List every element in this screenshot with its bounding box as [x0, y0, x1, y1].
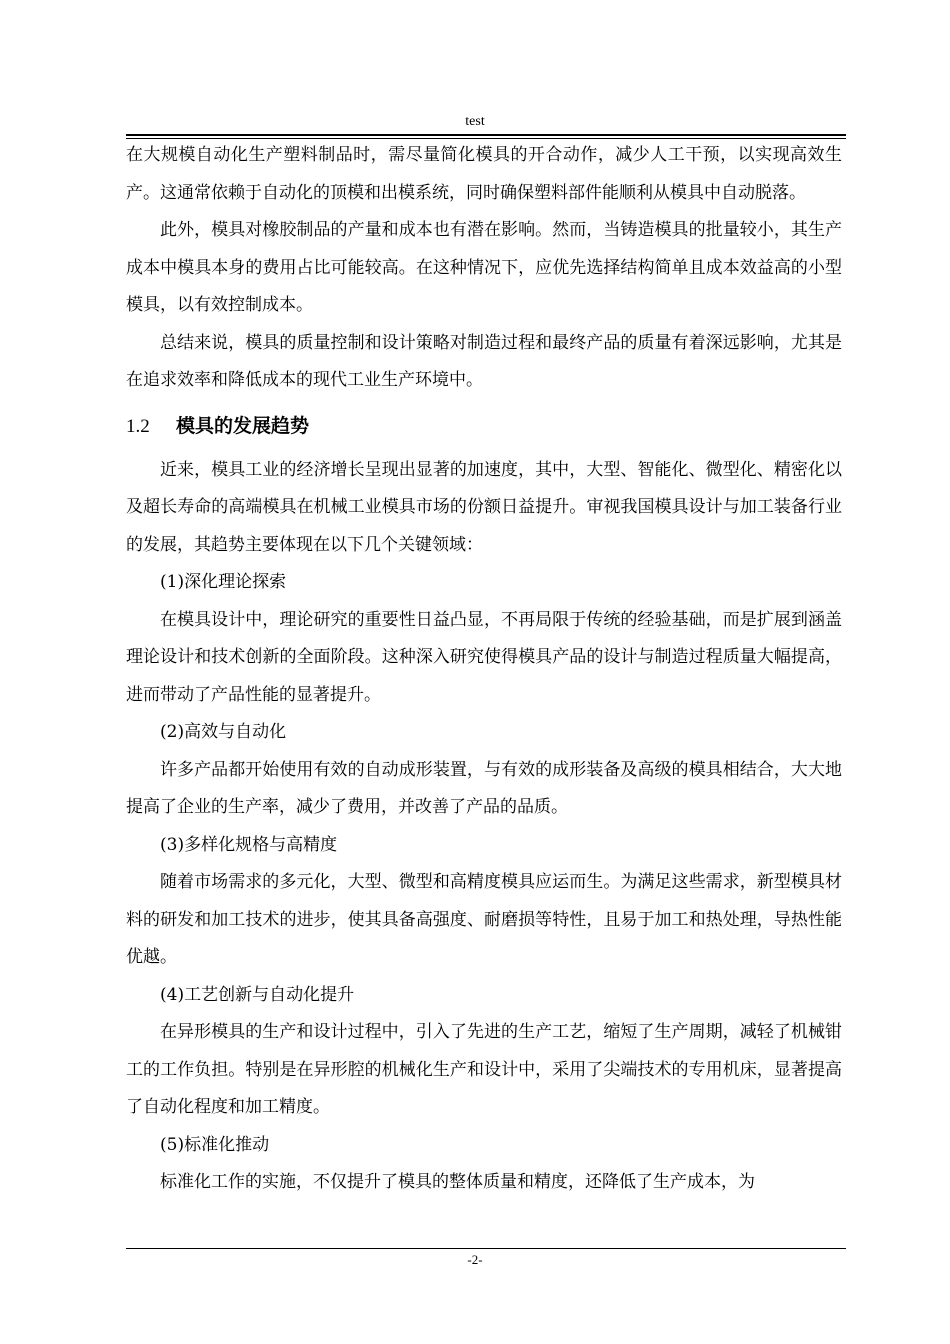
paragraph: 近来，模具工业的经济增长呈现出显著的加速度，其中，大型、智能化、微型化、精密化以及超长寿命的高端模具在机械工业模具市场的份额日益提升。审视我国模具设计与加工装备行业的发展，其趋势主要体现在以下几个关键领域： — [126, 459, 842, 555]
list-heading: (1)深化理论探索 — [160, 572, 287, 592]
paragraph: 总结来说，模具的质量控制和设计策略对制造过程和最终产品的质量有着深远影响，尤其是在追求效率和降低成本的现代工业生产环境中。 — [126, 332, 842, 390]
page-number: -2- — [467, 1252, 483, 1267]
list-heading: (4)工艺创新与自动化提升 — [160, 984, 355, 1005]
paragraph: 标准化工作的实施，不仅提升了模具的整体质量和精度，还降低了生产成本，为 — [160, 1172, 755, 1192]
list-heading: (2)高效与自动化 — [160, 722, 287, 742]
paragraph: 此外，模具对橡胶制品的产量和成本也有潜在影响。然而，当铸造模具的批量较小，其生产成本中模具本身的费用占比可能较高。在这种情况下，应优先选择结构简单且成本效益高的小型模具，以有效控制成本。 — [126, 220, 842, 315]
section-heading — [126, 406, 842, 447]
section-title: 模具的发展趋势 — [176, 414, 310, 437]
footer-rule — [126, 1248, 846, 1249]
page-header-title: test — [465, 114, 485, 129]
list-heading: (3)多样化规格与高精度 — [160, 834, 338, 855]
document-body — [126, 137, 842, 1202]
paragraph: 随着市场需求的多元化，大型、微型和高精度模具应运而生。为满足这些需求，新型模具材料的研发和加工技术的进步，使其具备高强度、耐磨损等特性，且易于加工和热处理，导热性能优越。 — [126, 872, 842, 967]
header-rule-thick — [126, 134, 846, 136]
paragraph: 在异形模具的生产和设计过程中，引入了先进的生产工艺，缩短了生产周期，减轻了机械钳工的工作负担。特别是在异形腔的机械化生产和设计中，采用了尖端技术的专用机床，显著提高了自动化程度和加工精度。 — [126, 1022, 842, 1117]
list-heading: (5)标准化推动 — [160, 1134, 270, 1155]
section-number: 1.2 — [126, 415, 150, 437]
paragraph-continuation: 在大规模自动化生产塑料制品时，需尽量简化模具的开合动作，减少人工干预，以实现高效生产。这通常依赖于自动化的顶模和出模系统，同时确保塑料部件能顺利从模具中自动脱落。 — [126, 145, 842, 203]
paragraph: 在模具设计中，理论研究的重要性日益凸显，不再局限于传统的经验基础，而是扩展到涵盖理论设计和技术创新的全面阶段。这种深入研究使得模具产品的设计与制造过程质量大幅提高，进而带动了产品性能的显著提升。 — [126, 609, 842, 705]
paragraph: 许多产品都开始使用有效的自动成形装置，与有效的成形装备及高级的模具相结合，大大地提高了企业的生产率，减少了费用，并改善了产品的品质。 — [126, 759, 842, 817]
